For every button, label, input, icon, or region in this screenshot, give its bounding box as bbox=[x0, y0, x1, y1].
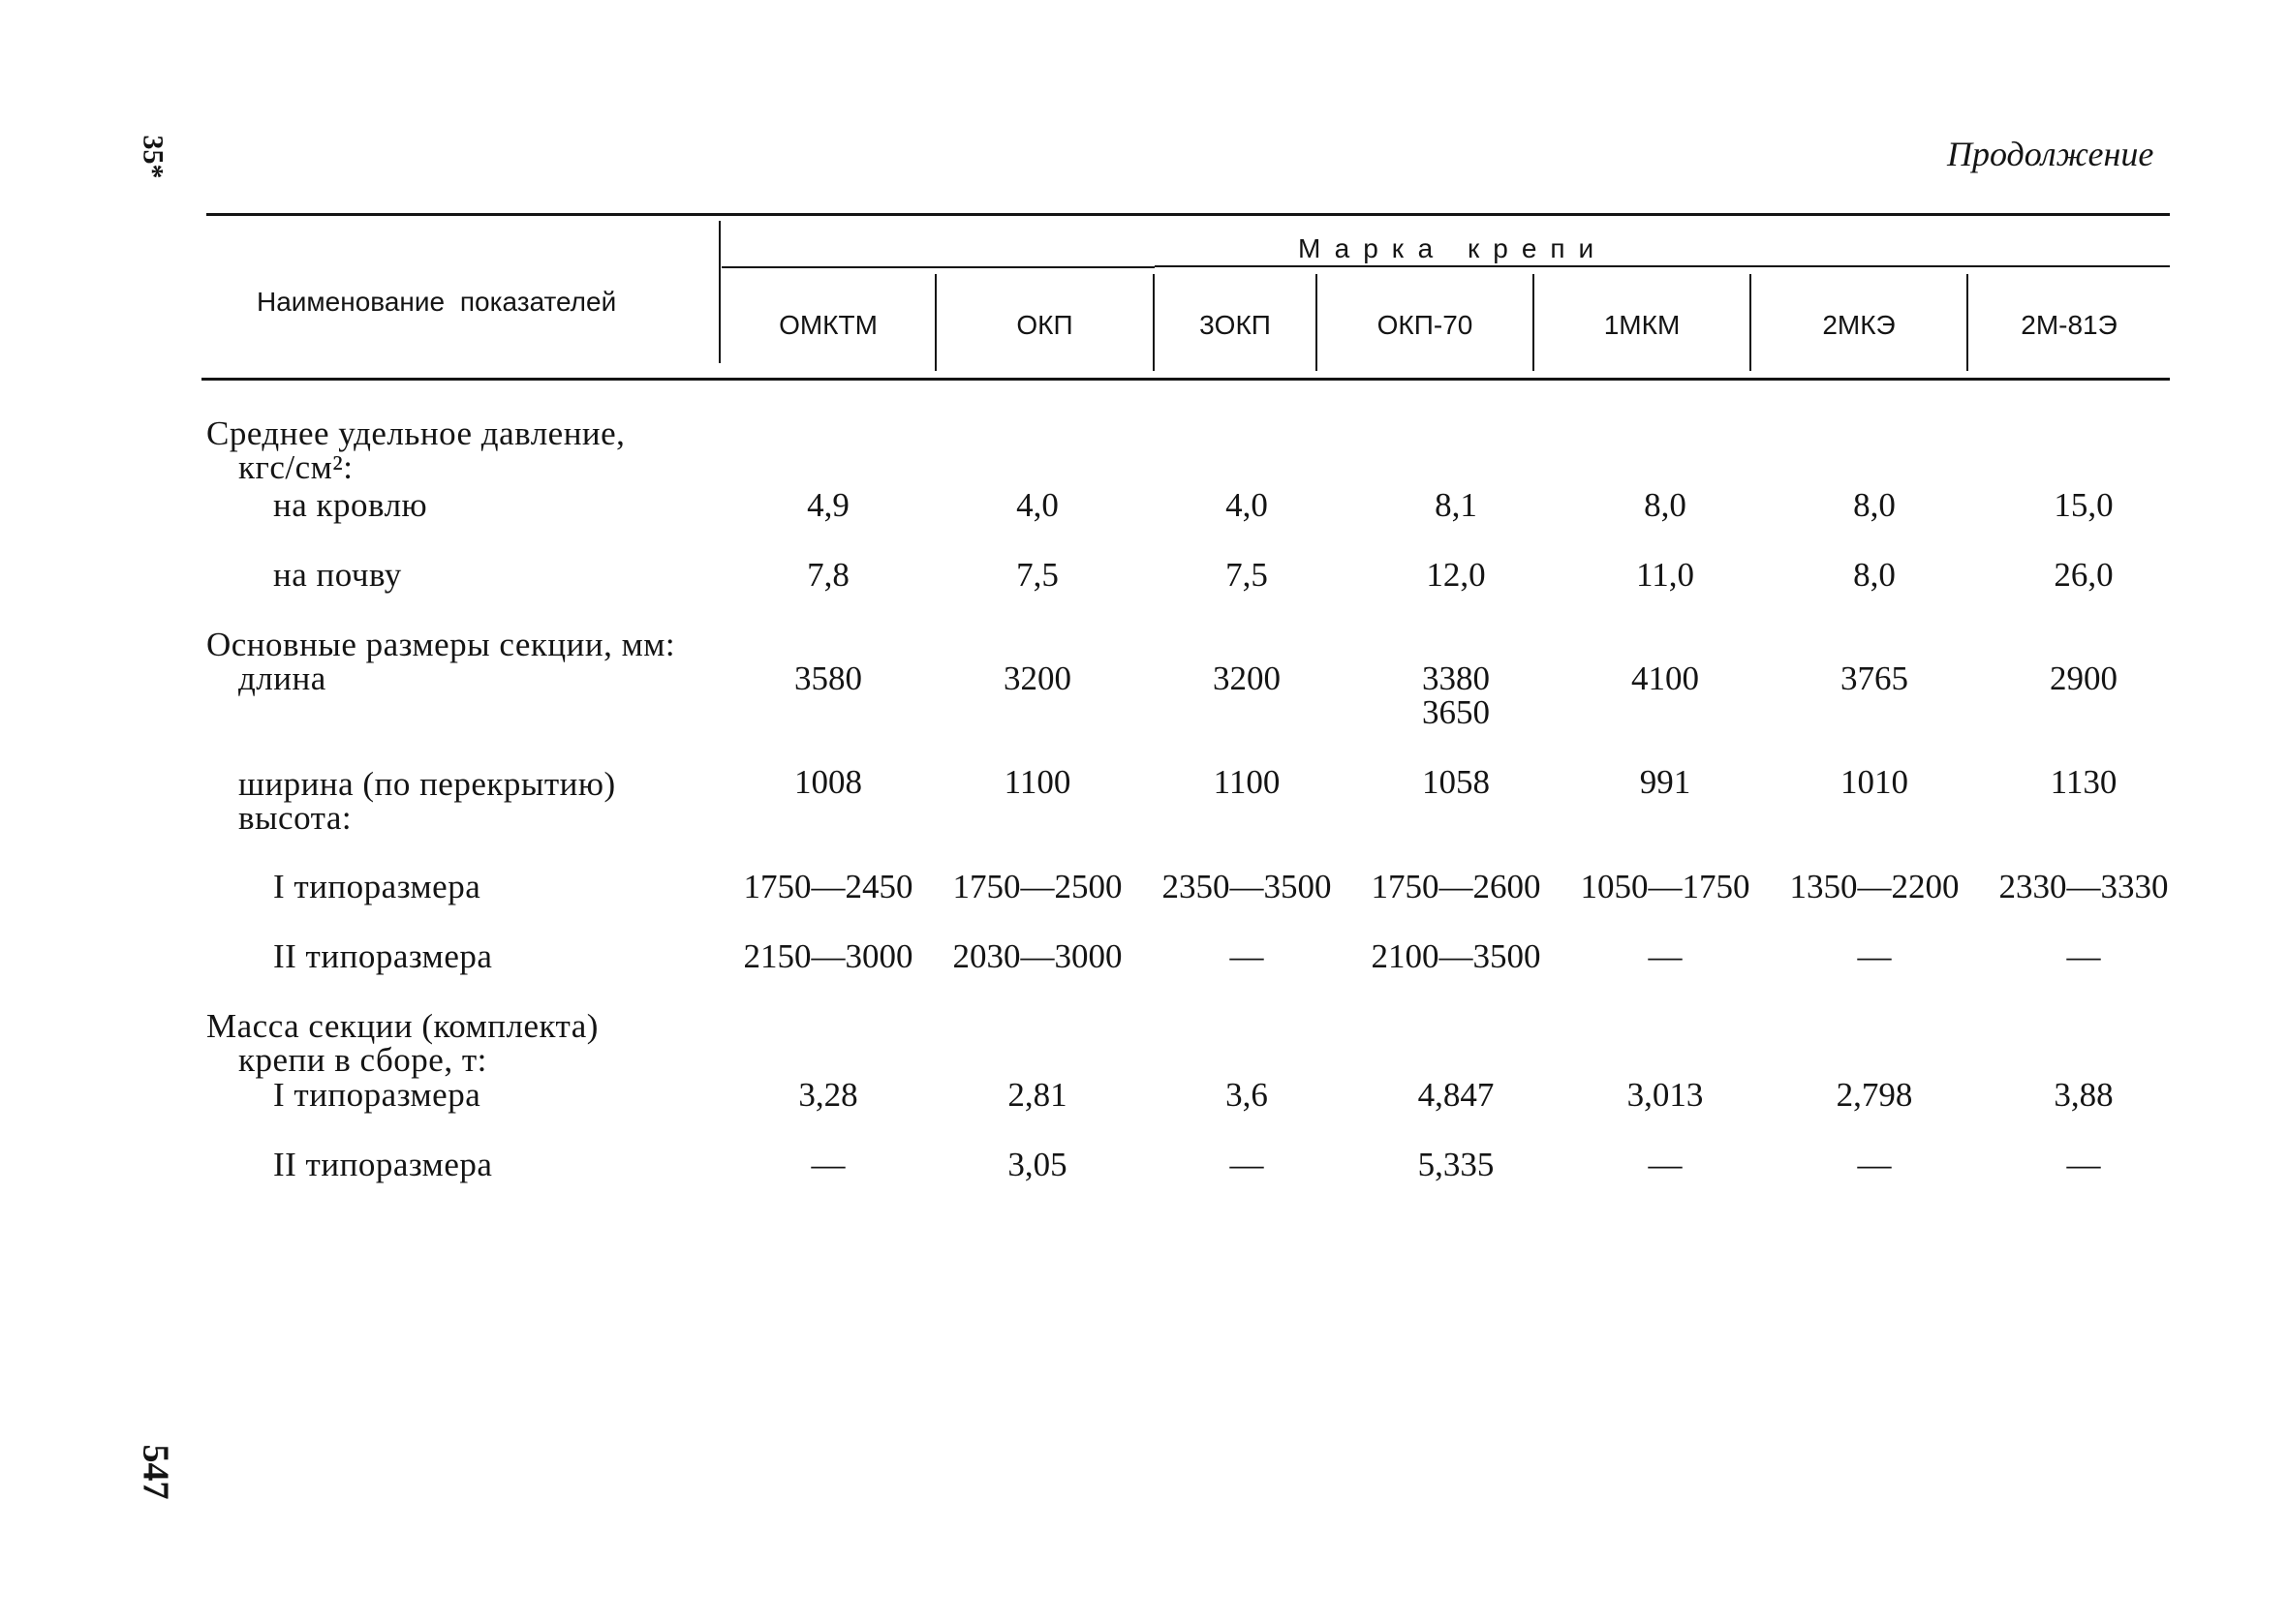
row-label-mass-size2: II типоразмера bbox=[273, 1146, 493, 1183]
column-header-okp-70: ОКП-70 bbox=[1376, 310, 1473, 340]
page-number: 547 bbox=[135, 1444, 176, 1500]
row-label-width: ширина (по перекрытию) bbox=[238, 765, 616, 803]
row-label-height-size1: I типоразмера bbox=[273, 868, 481, 905]
cell-height2-3okp: — bbox=[1229, 937, 1264, 975]
cell-length-2m-81e: 2900 bbox=[2050, 659, 2118, 697]
cell-roof-omktm: 4,9 bbox=[807, 486, 850, 524]
cell-length-okp-70: 3380 bbox=[1422, 659, 1490, 697]
cell-soil-3okp: 7,5 bbox=[1225, 556, 1268, 594]
row-label-roof: на кровлю bbox=[273, 486, 428, 524]
cell-mass2-okp: 3,05 bbox=[1007, 1146, 1067, 1183]
cell-mass1-2m-81e: 3,88 bbox=[2054, 1076, 2114, 1114]
column-header-3okp: 3ОКП bbox=[1199, 310, 1271, 340]
column-header-omktm: ОМКТМ bbox=[779, 310, 878, 340]
cell-mass1-okp: 2,81 bbox=[1007, 1076, 1067, 1114]
cell-height2-omktm: 2150—3000 bbox=[743, 937, 913, 975]
cell-height1-1mkm: 1050—1750 bbox=[1580, 868, 1750, 905]
cell-length-okp-70-second: 3650 bbox=[1422, 693, 1490, 731]
header-divider-main bbox=[719, 221, 721, 363]
cell-width-okp: 1100 bbox=[1004, 763, 1071, 801]
section-title-dimensions: Основные размеры секции, мм: bbox=[206, 626, 676, 663]
cell-width-2m-81e: 1130 bbox=[2050, 763, 2118, 801]
cell-height1-omktm: 1750—2450 bbox=[743, 868, 913, 905]
cell-width-3okp: 1100 bbox=[1213, 763, 1281, 801]
cell-roof-2m-81e: 15,0 bbox=[2054, 486, 2114, 524]
cell-mass2-3okp: — bbox=[1229, 1146, 1264, 1183]
support-brand-header: Марка крепи bbox=[1298, 233, 1608, 263]
row-label-height: высота: bbox=[238, 799, 353, 837]
cell-roof-okp: 4,0 bbox=[1016, 486, 1059, 524]
cell-length-1mkm: 4100 bbox=[1631, 659, 1699, 697]
cell-soil-1mkm: 11,0 bbox=[1636, 556, 1694, 594]
cell-width-okp-70: 1058 bbox=[1422, 763, 1490, 801]
cell-length-okp: 3200 bbox=[1004, 659, 1071, 697]
cell-mass1-2mke: 2,798 bbox=[1836, 1076, 1913, 1114]
cell-mass2-omktm: — bbox=[811, 1146, 846, 1183]
cell-roof-1mkm: 8,0 bbox=[1644, 486, 1686, 524]
cell-height2-2mke: — bbox=[1857, 937, 1892, 975]
column-header-2m-81e: 2М-81Э bbox=[2021, 310, 2118, 340]
cell-soil-omktm: 7,8 bbox=[807, 556, 850, 594]
cell-soil-okp: 7,5 bbox=[1016, 556, 1059, 594]
cell-mass2-2m-81e: — bbox=[2066, 1146, 2101, 1183]
column-header-2mke: 2МКЭ bbox=[1822, 310, 1896, 340]
cell-soil-okp-70: 12,0 bbox=[1426, 556, 1486, 594]
cell-mass2-2mke: — bbox=[1857, 1146, 1892, 1183]
group-underline-right bbox=[1155, 265, 2170, 267]
cell-length-3okp: 3200 bbox=[1213, 659, 1281, 697]
cell-soil-2m-81e: 26,0 bbox=[2054, 556, 2114, 594]
cell-height2-okp: 2030—3000 bbox=[952, 937, 1123, 975]
cell-mass1-3okp: 3,6 bbox=[1225, 1076, 1268, 1114]
cell-soil-2mke: 8,0 bbox=[1853, 556, 1896, 594]
column-header-1mkm: 1МКМ bbox=[1603, 310, 1681, 340]
cell-height2-okp-70: 2100—3500 bbox=[1371, 937, 1541, 975]
cell-mass1-okp-70: 4,847 bbox=[1417, 1076, 1495, 1114]
signature-mark: 35* bbox=[137, 135, 170, 179]
cell-width-1mkm: 991 bbox=[1639, 763, 1691, 801]
cell-length-omktm: 3580 bbox=[794, 659, 862, 697]
cell-height1-2mke: 1350—2200 bbox=[1789, 868, 1960, 905]
table-top-rule bbox=[206, 213, 2170, 216]
cell-height1-okp: 1750—2500 bbox=[952, 868, 1123, 905]
cell-height2-1mkm: — bbox=[1648, 937, 1683, 975]
indicator-name-header: Наименование показателей bbox=[257, 287, 617, 317]
column-header-okp: ОКП bbox=[1016, 310, 1073, 340]
cell-mass2-1mkm: — bbox=[1648, 1146, 1683, 1183]
cell-height2-2m-81e: — bbox=[2066, 937, 2101, 975]
cell-width-omktm: 1008 bbox=[794, 763, 862, 801]
row-label-length: длина bbox=[238, 659, 326, 697]
cell-roof-2mke: 8,0 bbox=[1853, 486, 1896, 524]
row-label-height-size2: II типоразмера bbox=[273, 937, 493, 975]
section-title-mass: Масса секции (комплекта) bbox=[206, 1007, 599, 1045]
continuation-note: Продолжение bbox=[1947, 135, 2154, 173]
cell-height1-3okp: 2350—3500 bbox=[1161, 868, 1332, 905]
section-title-pressure: Среднее удельное давление, bbox=[206, 414, 626, 452]
cell-length-2mke: 3765 bbox=[1840, 659, 1908, 697]
header-bottom-rule bbox=[201, 378, 2170, 381]
cell-height1-okp-70: 1750—2600 bbox=[1371, 868, 1541, 905]
group-underline-left bbox=[722, 266, 1155, 268]
cell-mass1-1mkm: 3,013 bbox=[1626, 1076, 1704, 1114]
section-title-mass-unit: крепи в сборе, т: bbox=[238, 1041, 487, 1079]
cell-height1-2m-81e: 2330—3330 bbox=[1998, 868, 2169, 905]
cell-width-2mke: 1010 bbox=[1840, 763, 1908, 801]
cell-roof-3okp: 4,0 bbox=[1225, 486, 1268, 524]
cell-roof-okp-70: 8,1 bbox=[1435, 486, 1477, 524]
cell-mass1-omktm: 3,28 bbox=[798, 1076, 858, 1114]
section-title-pressure-unit: кгс/см²: bbox=[238, 448, 354, 486]
row-label-soil: на почву bbox=[273, 556, 402, 594]
row-label-mass-size1: I типоразмера bbox=[273, 1076, 481, 1114]
cell-mass2-okp-70: 5,335 bbox=[1417, 1146, 1495, 1183]
